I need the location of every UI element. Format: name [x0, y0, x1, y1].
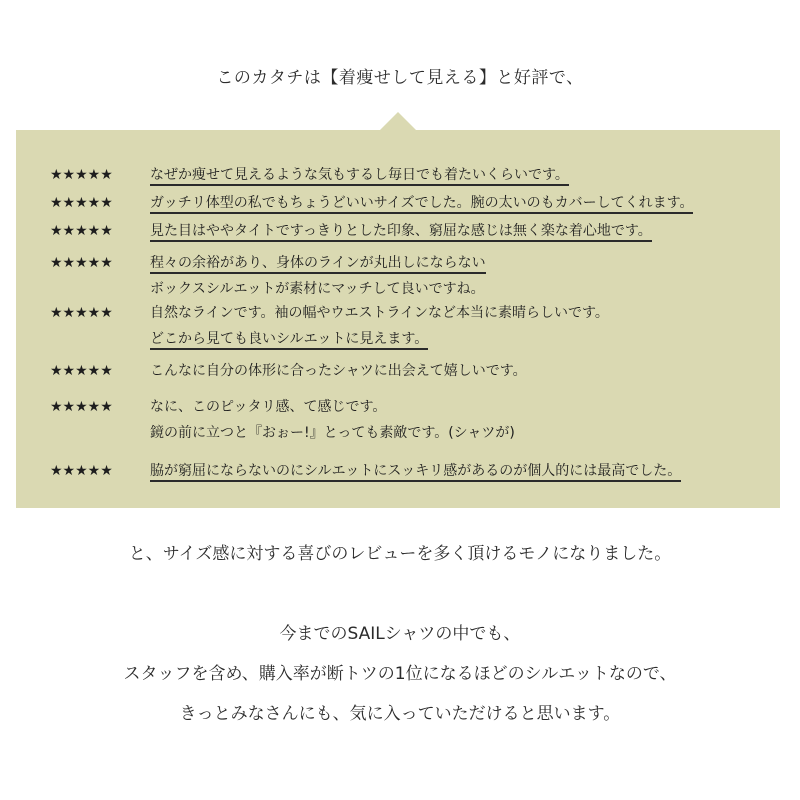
- star-rating-icon: ★★★★★: [50, 195, 113, 211]
- closing-line: 今までのSAILシャツの中でも、: [279, 624, 521, 644]
- star-rating-icon: ★★★★★: [50, 167, 113, 183]
- review-text: 見た目はややタイトですっきりとした印象、窮屈な感じは無く楽な着心地です。: [150, 223, 652, 242]
- review-text: なに、このピッタリ感、て感じです。: [150, 399, 387, 415]
- star-rating-icon: ★★★★★: [50, 399, 113, 415]
- closing-paragraph: [0, 620, 800, 740]
- review-text: ボックスシルエットが素材にマッチして良いですね。: [150, 281, 485, 297]
- closing-line: きっとみなさんにも、気に入っていただけると思います。: [179, 704, 621, 724]
- review-text: こんなに自分の体形に合ったシャツに出会えて嬉しいです。: [150, 363, 527, 379]
- intro-text: このカタチは【着痩せして見える】と好評で、: [216, 68, 584, 88]
- star-rating-icon: ★★★★★: [50, 463, 113, 479]
- review-text: 脇が窮屈にならないのにシルエットにスッキリ感があるのが個人的には最高でした。: [150, 463, 681, 482]
- review-text: なぜか痩せて見えるような気もするし毎日でも着たいくらいです。: [150, 167, 569, 186]
- star-rating-icon: ★★★★★: [50, 305, 113, 321]
- speech-bubble-tail: [380, 112, 416, 130]
- closing-line: スタッフを含め、購入率が断トツの1位になるほどのシルエットなので、: [123, 664, 677, 684]
- review-text: どこから見ても良いシルエットに見えます。: [150, 331, 428, 350]
- conclusion-text: と、サイズ感に対する喜びのレビューを多く頂けるモノになりました。: [128, 544, 672, 564]
- review-text: ガッチリ体型の私でもちょうどいいサイズでした。腕の太いのもカバーしてくれます。: [150, 195, 693, 214]
- review-text: 自然なラインです。袖の幅やウエストラインなど本当に素晴らしいです。: [150, 305, 609, 321]
- review-text: 程々の余裕があり、身体のラインが丸出しにならない: [150, 255, 486, 274]
- star-rating-icon: ★★★★★: [50, 223, 113, 239]
- star-rating-icon: ★★★★★: [50, 363, 113, 379]
- review-text: 鏡の前に立つと『おぉー!』とっても素敵です。(シャツが): [150, 425, 515, 441]
- reviews-panel: [16, 130, 780, 508]
- star-rating-icon: ★★★★★: [50, 255, 113, 271]
